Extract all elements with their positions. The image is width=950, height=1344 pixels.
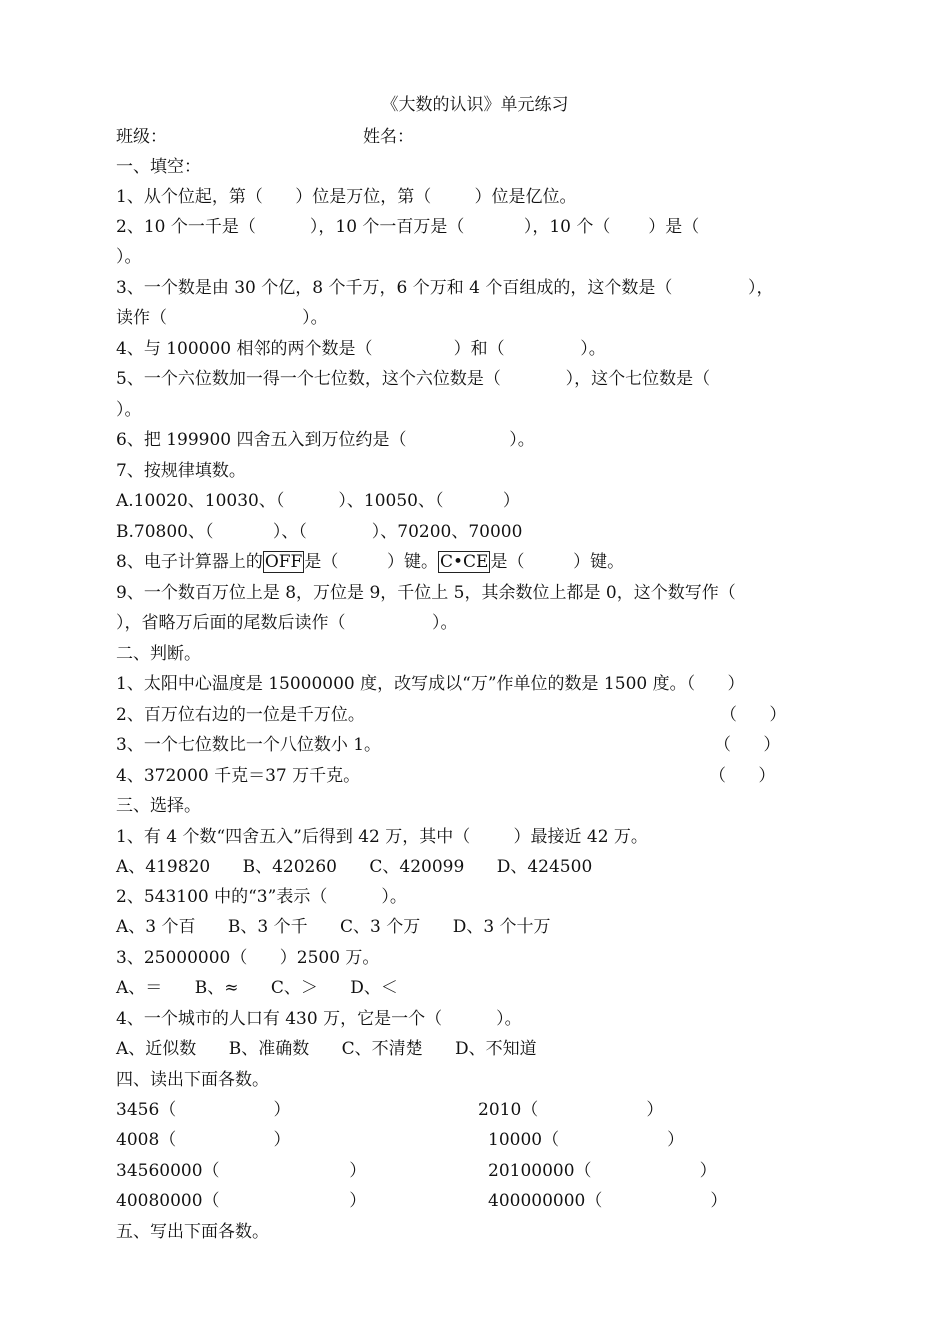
- fill-q8-pre: 8、电子计算器上的: [116, 552, 263, 572]
- fill-q8: [116, 551, 910, 573]
- fill-q7-a: A.10020、10030、（ ）、10050、（ ）: [116, 491, 520, 511]
- fill-q4: 4、与 100000 相邻的两个数是（ ）和（ ）。: [116, 339, 606, 359]
- choose-q3: 3、25000000（ ）2500 万。: [116, 948, 380, 968]
- read-item-right: 2010（ ）: [478, 1100, 664, 1120]
- c-ce-key-box: C•CE: [440, 552, 489, 572]
- choose-q1: 1、有 4 个数“四舍五入”后得到 42 万，其中（ ）最接近 42 万。: [116, 827, 648, 847]
- judge-q2-paren: （ ）: [720, 705, 787, 725]
- fill-q7: 7、按规律填数。: [116, 461, 246, 481]
- fill-q8-post: 是（ ）键。: [490, 552, 625, 572]
- judge-q4: 4、372000 千克＝37 万千克。: [116, 766, 361, 786]
- fill-q9: 9、一个数百万位上是 8，万位是 9，千位上 5，其余数位上都是 0，这个数写作（: [116, 583, 736, 603]
- page-title: 《大数的认识》单元练习: [381, 95, 569, 115]
- off-key-box: OFF: [264, 552, 303, 572]
- class-label: 班级：: [116, 127, 167, 147]
- read-item-left: 40080000（ ）: [116, 1191, 367, 1211]
- name-label: 姓名：: [363, 127, 414, 147]
- judge-q3-paren: （ ）: [714, 735, 781, 755]
- section-fill: 一、填空：: [116, 157, 201, 177]
- read-item-right: 10000（ ）: [488, 1130, 685, 1150]
- judge-q1: 1、太阳中心温度是 15000000 度，改写成以“万”作单位的数是 1500 度。（ ）: [116, 674, 745, 694]
- fill-q9-cont: ），省略万后面的尾数后读作（ ）。: [116, 613, 458, 633]
- section-write: 五、写出下面各数。: [116, 1222, 269, 1242]
- fill-q1: 1、从个位起，第（ ）位是万位，第（ ）位是亿位。: [116, 187, 577, 207]
- section-read: 四、读出下面各数。: [116, 1070, 269, 1090]
- read-item-right: 20100000（ ）: [488, 1161, 717, 1181]
- choose-q4-options: A、近似数 B、准确数 C、不清楚 D、不知道: [116, 1039, 537, 1059]
- judge-q2: 2、百万位右边的一位是千万位。: [116, 705, 365, 725]
- fill-q5: 5、一个六位数加一得一个七位数，这个六位数是（ ），这个七位数是（: [116, 369, 711, 389]
- fill-q2-cont: ）。: [116, 247, 142, 267]
- judge-q3: 3、一个七位数比一个八位数小 1。: [116, 735, 382, 755]
- read-item-right: 400000000（ ）: [488, 1191, 728, 1211]
- fill-q3-cont: 读作（ ）。: [116, 308, 328, 328]
- fill-q2: 2、10 个一千是（ ），10 个一百万是（ ），10 个（ ）是（: [116, 217, 700, 237]
- choose-q2-options: A、3 个百 B、3 个千 C、3 个万 D、3 个十万: [116, 917, 551, 937]
- fill-q5-cont: ）。: [116, 400, 142, 420]
- fill-q6: 6、把 199900 四舍五入到万位约是（ ）。: [116, 430, 535, 450]
- section-judge: 二、判断。: [116, 644, 201, 664]
- read-item-left: 34560000（ ）: [116, 1161, 367, 1181]
- choose-q2: 2、543100 中的“3”表示（ ）。: [116, 887, 407, 907]
- choose-q3-options: A、＝ B、≈ C、＞ D、＜: [116, 978, 398, 998]
- fill-q3: 3、一个数是由 30 个亿，8 个千万，6 个万和 4 个百组成的，这个数是（ ），: [116, 278, 774, 298]
- fill-q7-b: B.70800、（ ）、（ ）、70200、70000: [116, 522, 523, 542]
- judge-q4-paren: （ ）: [709, 766, 776, 786]
- choose-q1-options: A、419820 B、420260 C、420099 D、424500: [116, 857, 593, 877]
- read-item-left: 3456（ ）: [116, 1100, 291, 1120]
- choose-q4: 4、一个城市的人口有 430 万，它是一个（ ）。: [116, 1009, 522, 1029]
- fill-q8-mid: 是（ ）键。: [304, 552, 438, 572]
- section-choose: 三、选择。: [116, 796, 201, 816]
- read-item-left: 4008（ ）: [116, 1130, 291, 1150]
